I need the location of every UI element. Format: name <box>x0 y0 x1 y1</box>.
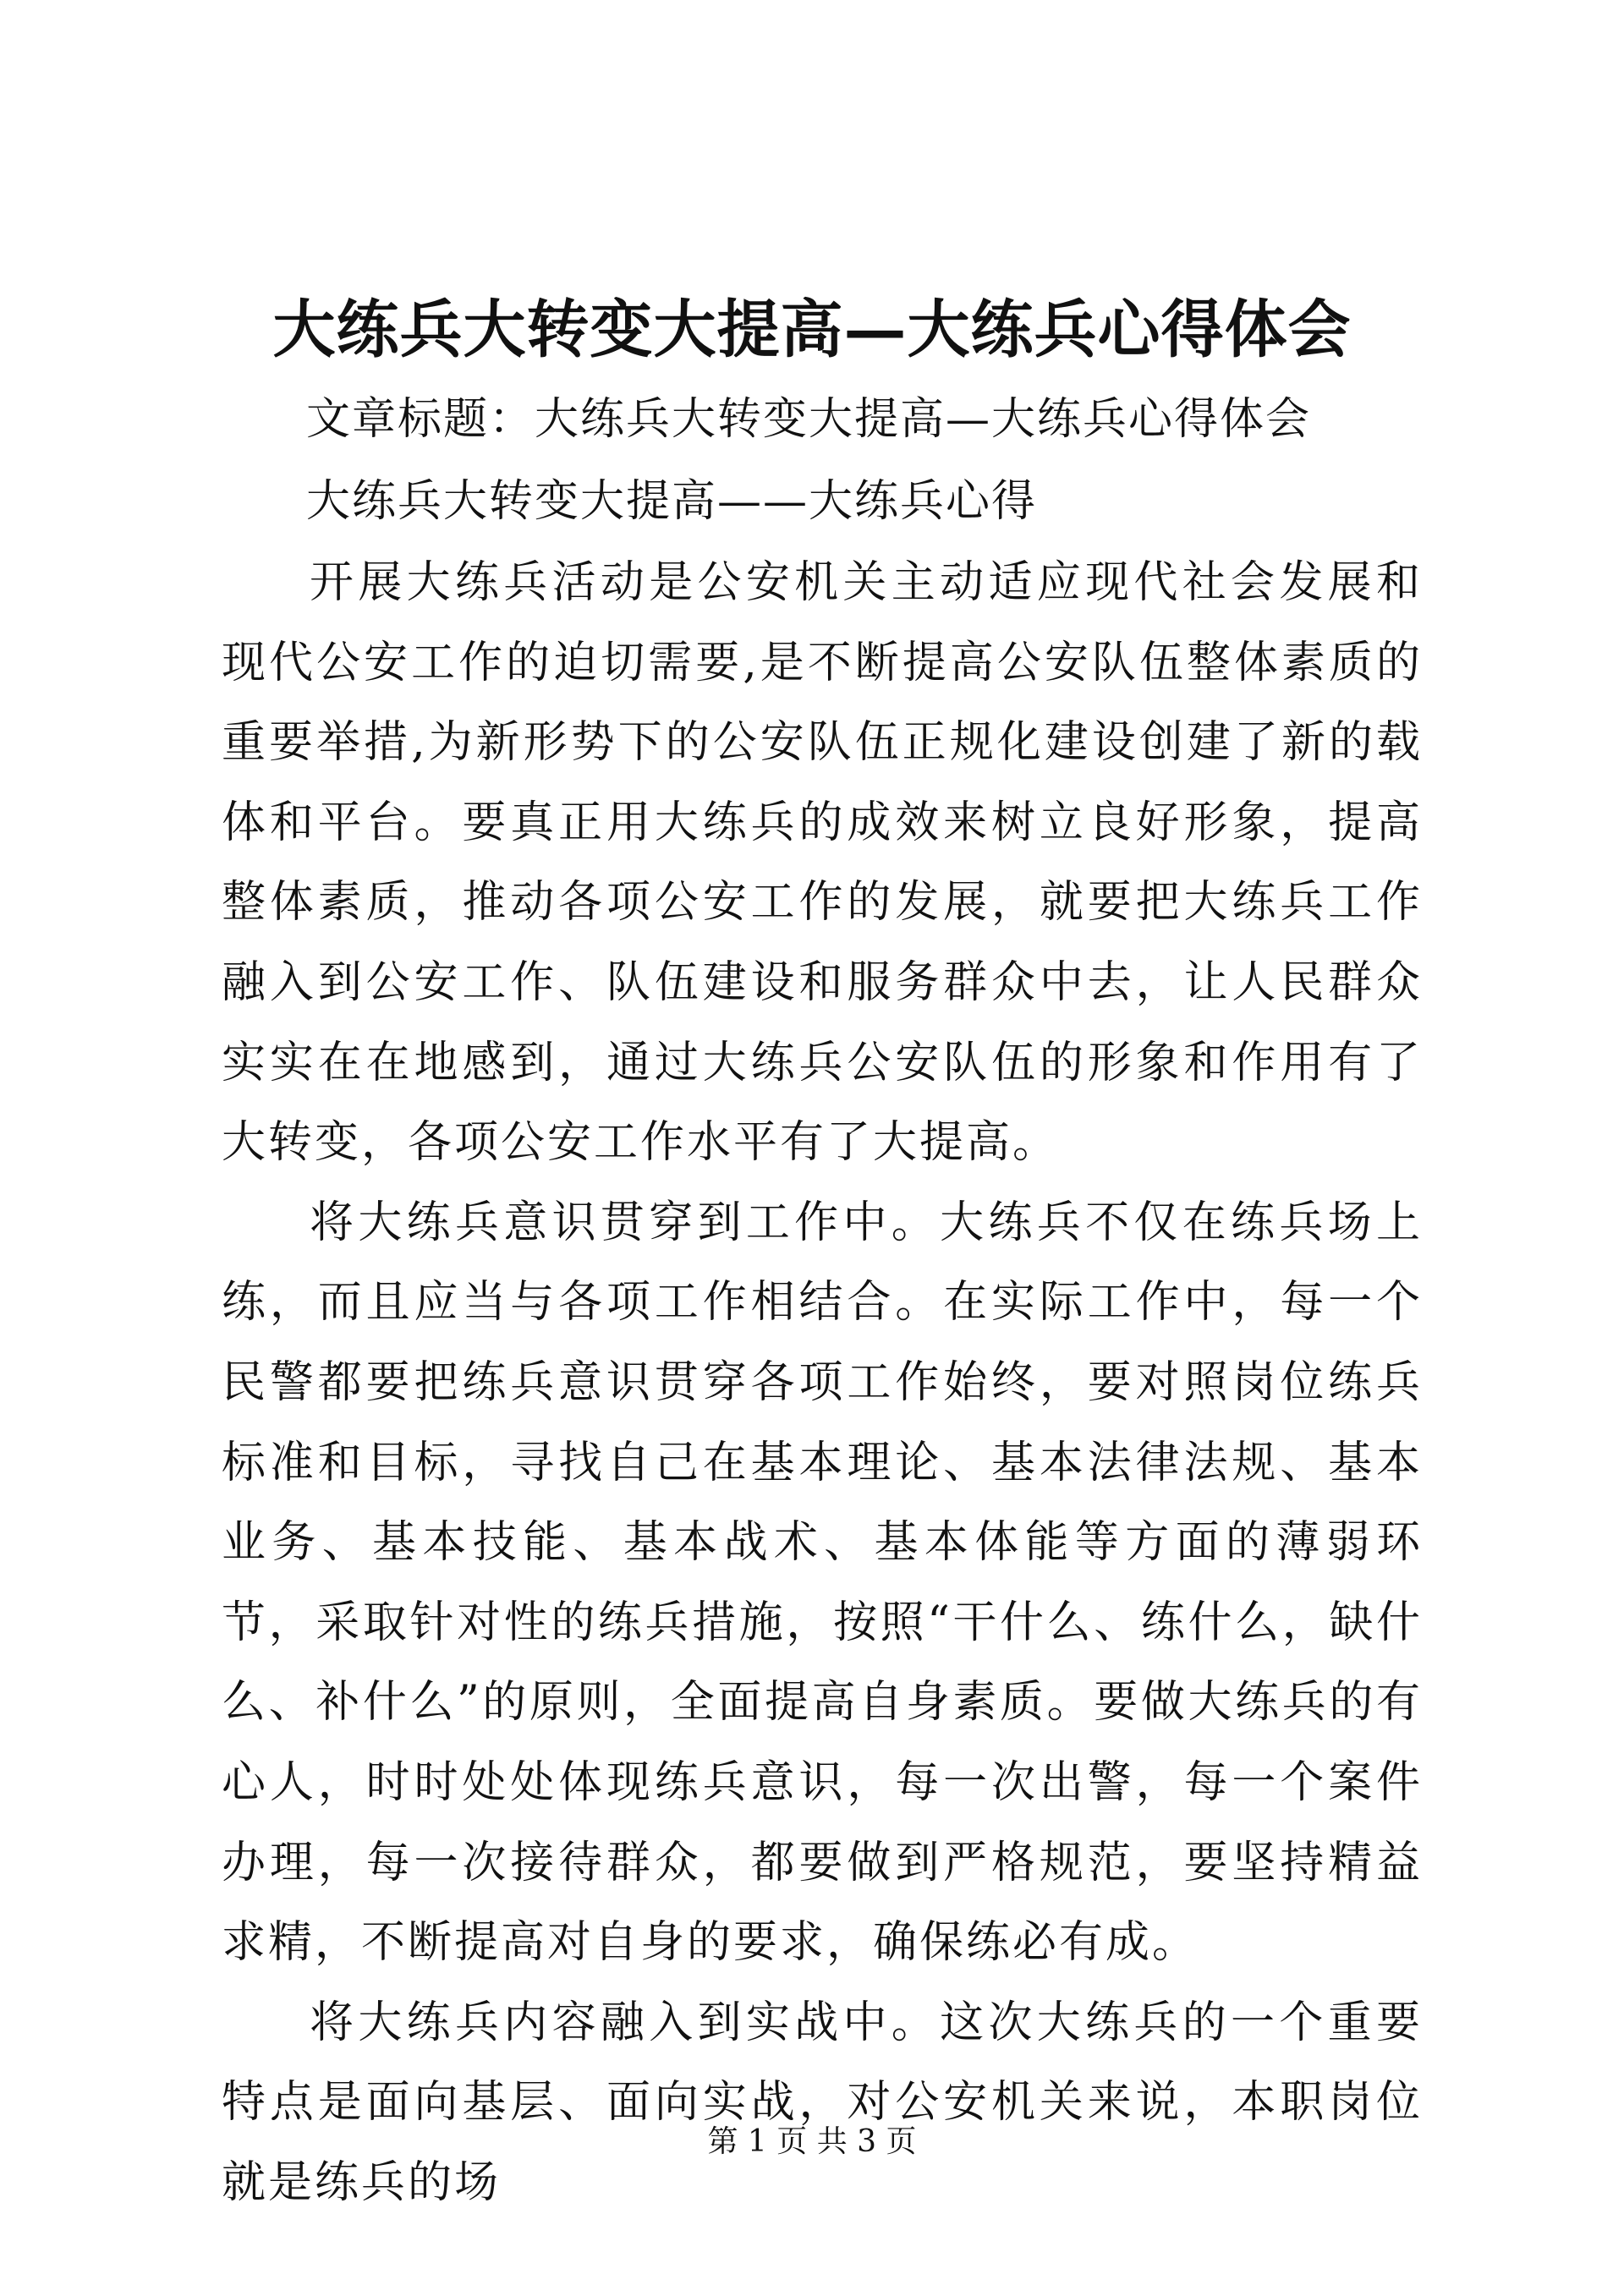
paragraph: 开展大练兵活动是公安机关主动适应现代社会发展和现代公安工作的迫切需要,是不断提高公安队伍整体素质的重要举措,为新形势下的公安队伍正规化建设创建了新的载体和平台。要真正用大练兵的成效来树立良好形象，提高整体素质，推动各项公安工作的发展，就要把大练兵工作融入到公安工作、队伍建设和服务群众中去，让人民群众实实在在地感到，通过大练兵公安队伍的形象和作用有了大转变，各项公安工作水平有了大提高。 <box>222 557 1423 1169</box>
subtitle-line: 大练兵大转变大提高——大练兵心得 <box>306 476 1038 527</box>
paragraph: 将大练兵意识贯穿到工作中。大练兵不仅在练兵场上练，而且应当与各项工作相结合。在实际工作中，每一个民警都要把练兵意识贯穿各项工作始终，要对照岗位练兵标准和目标，寻找自己在基本理论、基本法律法规、基本业务、基本技能、基本战术、基本体能等方面的薄弱环节，采取针对性的练兵措施，按照“干什么、练什么，缺什么、补什么”的原则，全面提高自身素质。要做大练兵的有心人，时时处处体现练兵意识，每一次出警，每一个案件办理，每一次接待群众，都要做到严格规范，要坚持精益求精，不断提高对自身的要求，确保练必有成。 <box>222 1197 1423 1969</box>
article-title-line: 文章标题：大练兵大转变大提高—大练兵心得体会 <box>306 394 1312 445</box>
page-footer: 第 1 页 共 3 页 <box>707 2124 917 2159</box>
document-title: 大练兵大转变大提高—大练兵心得体会 <box>272 293 1352 366</box>
paragraph: 将大练兵内容融入到实战中。这次大练兵的一个重要特点是面向基层、面向实战，对公安机关来说，本职岗位就是练兵的场 <box>222 1997 1423 2208</box>
document-body <box>222 543 1423 2222</box>
